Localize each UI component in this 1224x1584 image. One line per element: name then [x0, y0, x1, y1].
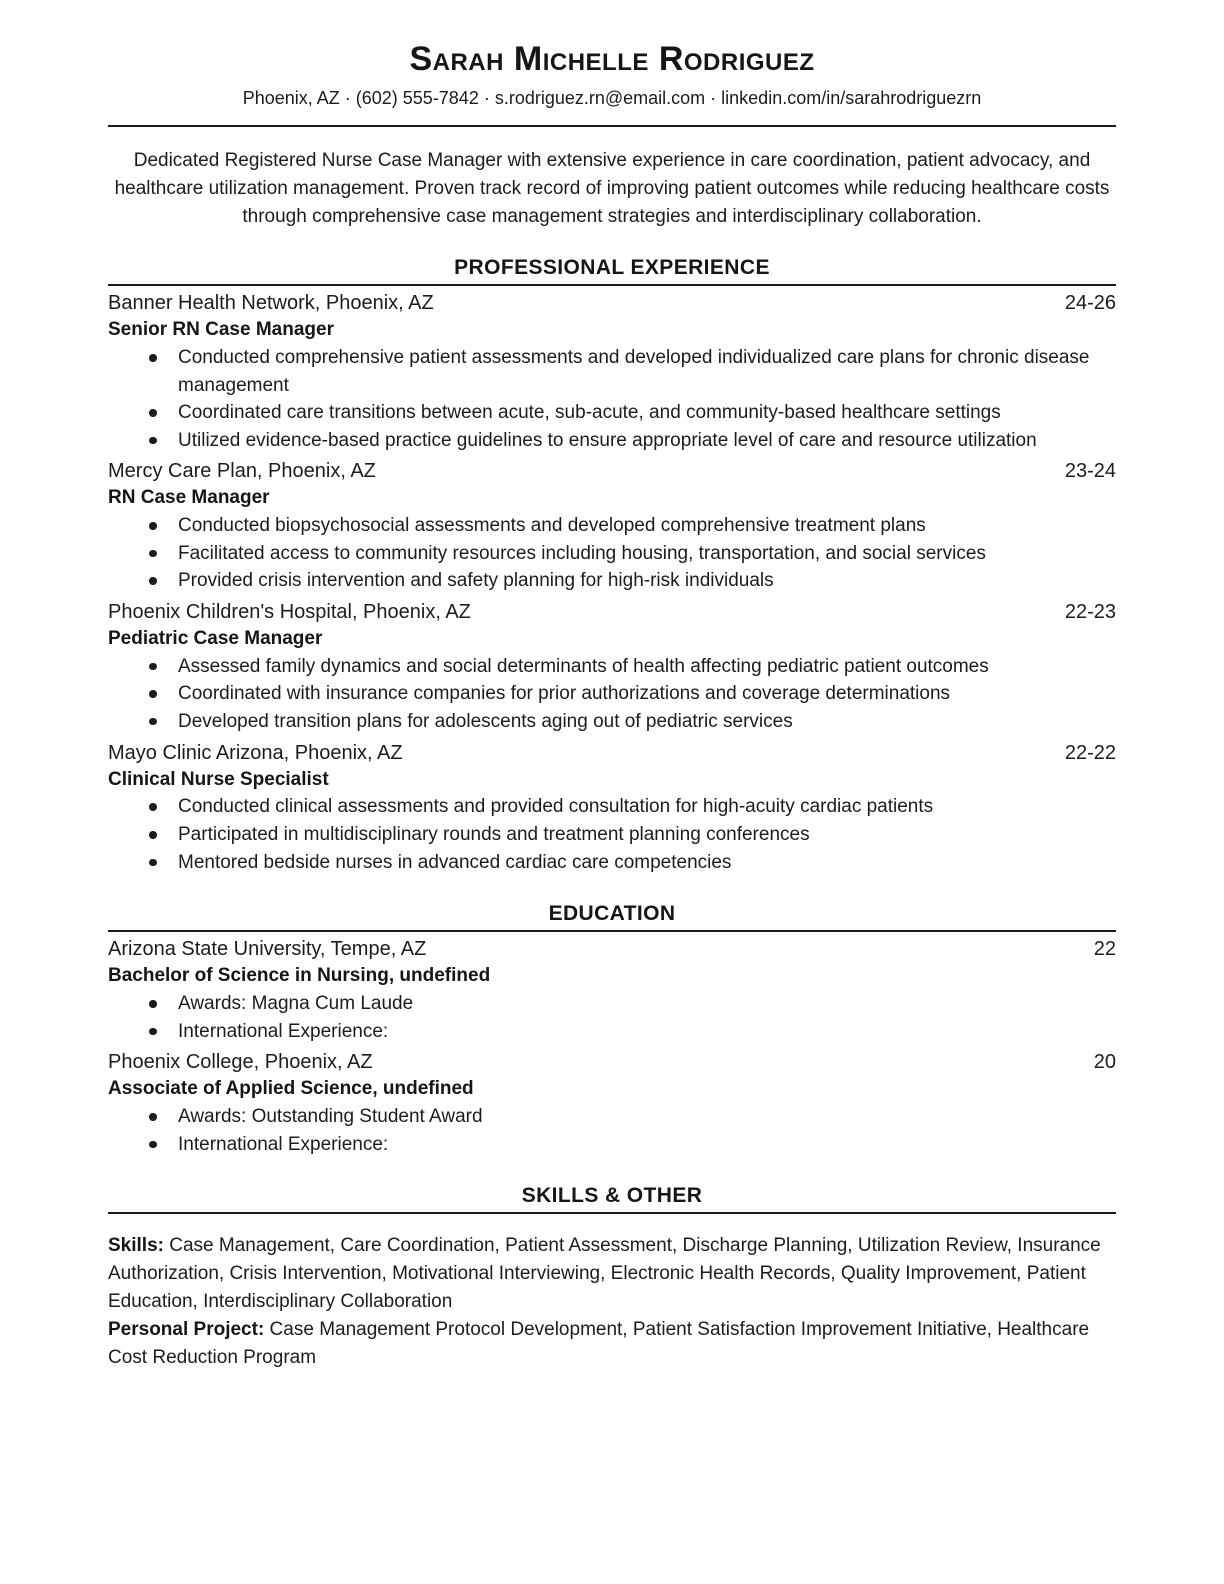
school-name: Arizona State University, Tempe, AZ [108, 938, 427, 961]
skills-section [108, 1184, 1116, 1372]
company-row [108, 739, 1116, 767]
bullet-list [108, 344, 1116, 454]
header-divider [108, 125, 1116, 127]
skills-line [108, 1232, 1116, 1316]
bullet-item: Facilitated access to community resources including housing, transportation, and social services [178, 540, 1116, 568]
experience-heading: PROFESSIONAL EXPERIENCE [108, 256, 1116, 286]
school-row [108, 1048, 1116, 1076]
school-name: Phoenix College, Phoenix, AZ [108, 1051, 373, 1074]
job-entry [108, 289, 1116, 454]
summary-paragraph: Dedicated Registered Nurse Case Manager with extensive experience in care coordination, patient advocacy, and healthcare utilization management. Proven track record of improving patient outcomes while reducing healthcare costs through comprehensive case management strategies and interdisciplinary collaboration. [114, 150, 1110, 227]
job-entry [108, 598, 1116, 736]
company-row [108, 457, 1116, 485]
bullet-item: Awards: Magna Cum Laude [178, 990, 1116, 1018]
company-name: Mercy Care Plan, Phoenix, AZ [108, 460, 376, 483]
personal-project-label: Personal Project: [108, 1319, 265, 1340]
job-dates: 22-22 [1064, 741, 1116, 764]
education-section [108, 902, 1116, 1158]
degree-title: Associate of Applied Science, undefined [108, 1078, 474, 1100]
company-name: Phoenix Children's Hospital, Phoenix, AZ [108, 600, 471, 623]
bullet-item: International Experience: [178, 1131, 1116, 1159]
job-title: RN Case Manager [108, 487, 270, 509]
degree-title: Bachelor of Science in Nursing, undefined [108, 965, 491, 987]
bullet-item: Utilized evidence-based practice guidelines to ensure appropriate level of care and resource utilization [178, 427, 1116, 455]
bullet-list [108, 1103, 1116, 1158]
bullet-item: Awards: Outstanding Student Award [178, 1103, 1116, 1131]
job-entry [108, 457, 1116, 595]
company-row [108, 289, 1116, 317]
skills-text: Case Management, Care Coordination, Patient Assessment, Discharge Planning, Utilization Review, Insurance Authorization, Crisis Intervention, Motivational Interviewing, Electronic Health Records, Quality Improvement, Patient Education, Interdisciplinary Collaboration [108, 1235, 1101, 1313]
skills-label: Skills: [108, 1235, 164, 1257]
company-name: Banner Health Network, Phoenix, AZ [108, 292, 434, 315]
education-entry [108, 935, 1116, 1045]
skills-heading: SKILLS & OTHER [108, 1184, 1116, 1214]
bullet-item: Conducted biopsychosocial assessments and developed comprehensive treatment plans [178, 512, 1116, 540]
job-title: Clinical Nurse Specialist [108, 768, 329, 790]
education-heading: EDUCATION [108, 902, 1116, 932]
education-dates: 22 [1093, 938, 1116, 961]
experience-section [108, 256, 1116, 876]
bullet-item: Participated in multidisciplinary rounds and treatment planning conferences [178, 821, 1116, 849]
bullet-list [108, 990, 1116, 1045]
candidate-name: Sarah Michelle Rodriguez [409, 40, 815, 78]
bullet-list [108, 653, 1116, 736]
bullet-item: Coordinated with insurance companies for prior authorizations and coverage determinations [178, 680, 1116, 708]
school-row [108, 935, 1116, 963]
bullet-item: Mentored bedside nurses in advanced cardiac care competencies [178, 849, 1116, 877]
bullet-item: Developed transition plans for adolescents aging out of pediatric services [178, 708, 1116, 736]
job-dates: 24-26 [1064, 292, 1116, 315]
job-title: Senior RN Case Manager [108, 319, 334, 341]
company-name: Mayo Clinic Arizona, Phoenix, AZ [108, 741, 403, 764]
bullet-item: Conducted clinical assessments and provided consultation for high-acuity cardiac patients [178, 793, 1116, 821]
bullet-item: Conducted comprehensive patient assessments and developed individualized care plans for chronic disease management [178, 344, 1116, 399]
job-dates: 22-23 [1064, 600, 1116, 623]
company-row [108, 598, 1116, 626]
contact-line: Phoenix, AZ · (602) 555-7842 · s.rodriguez.rn@email.com · linkedin.com/in/sarahrodriguezrn [242, 88, 982, 109]
bullet-list [108, 512, 1116, 595]
personal-project-line [108, 1316, 1116, 1372]
job-entry [108, 739, 1116, 877]
job-title: Pediatric Case Manager [108, 627, 323, 649]
education-entry [108, 1048, 1116, 1158]
education-dates: 20 [1093, 1051, 1116, 1074]
bullet-item: Coordinated care transitions between acute, sub-acute, and community-based healthcare settings [178, 399, 1116, 427]
bullet-item: Provided crisis intervention and safety planning for high-risk individuals [178, 567, 1116, 595]
personal-project-text: Case Management Protocol Development, Patient Satisfaction Improvement Initiative, Healthcare Cost Reduction Program [108, 1319, 1090, 1368]
skills-block [108, 1232, 1116, 1372]
bullet-list [108, 793, 1116, 876]
job-dates: 23-24 [1064, 460, 1116, 483]
bullet-item: International Experience: [178, 1018, 1116, 1046]
bullet-item: Assessed family dynamics and social determinants of health affecting pediatric patient outcomes [178, 653, 1116, 681]
resume-header [108, 40, 1116, 110]
